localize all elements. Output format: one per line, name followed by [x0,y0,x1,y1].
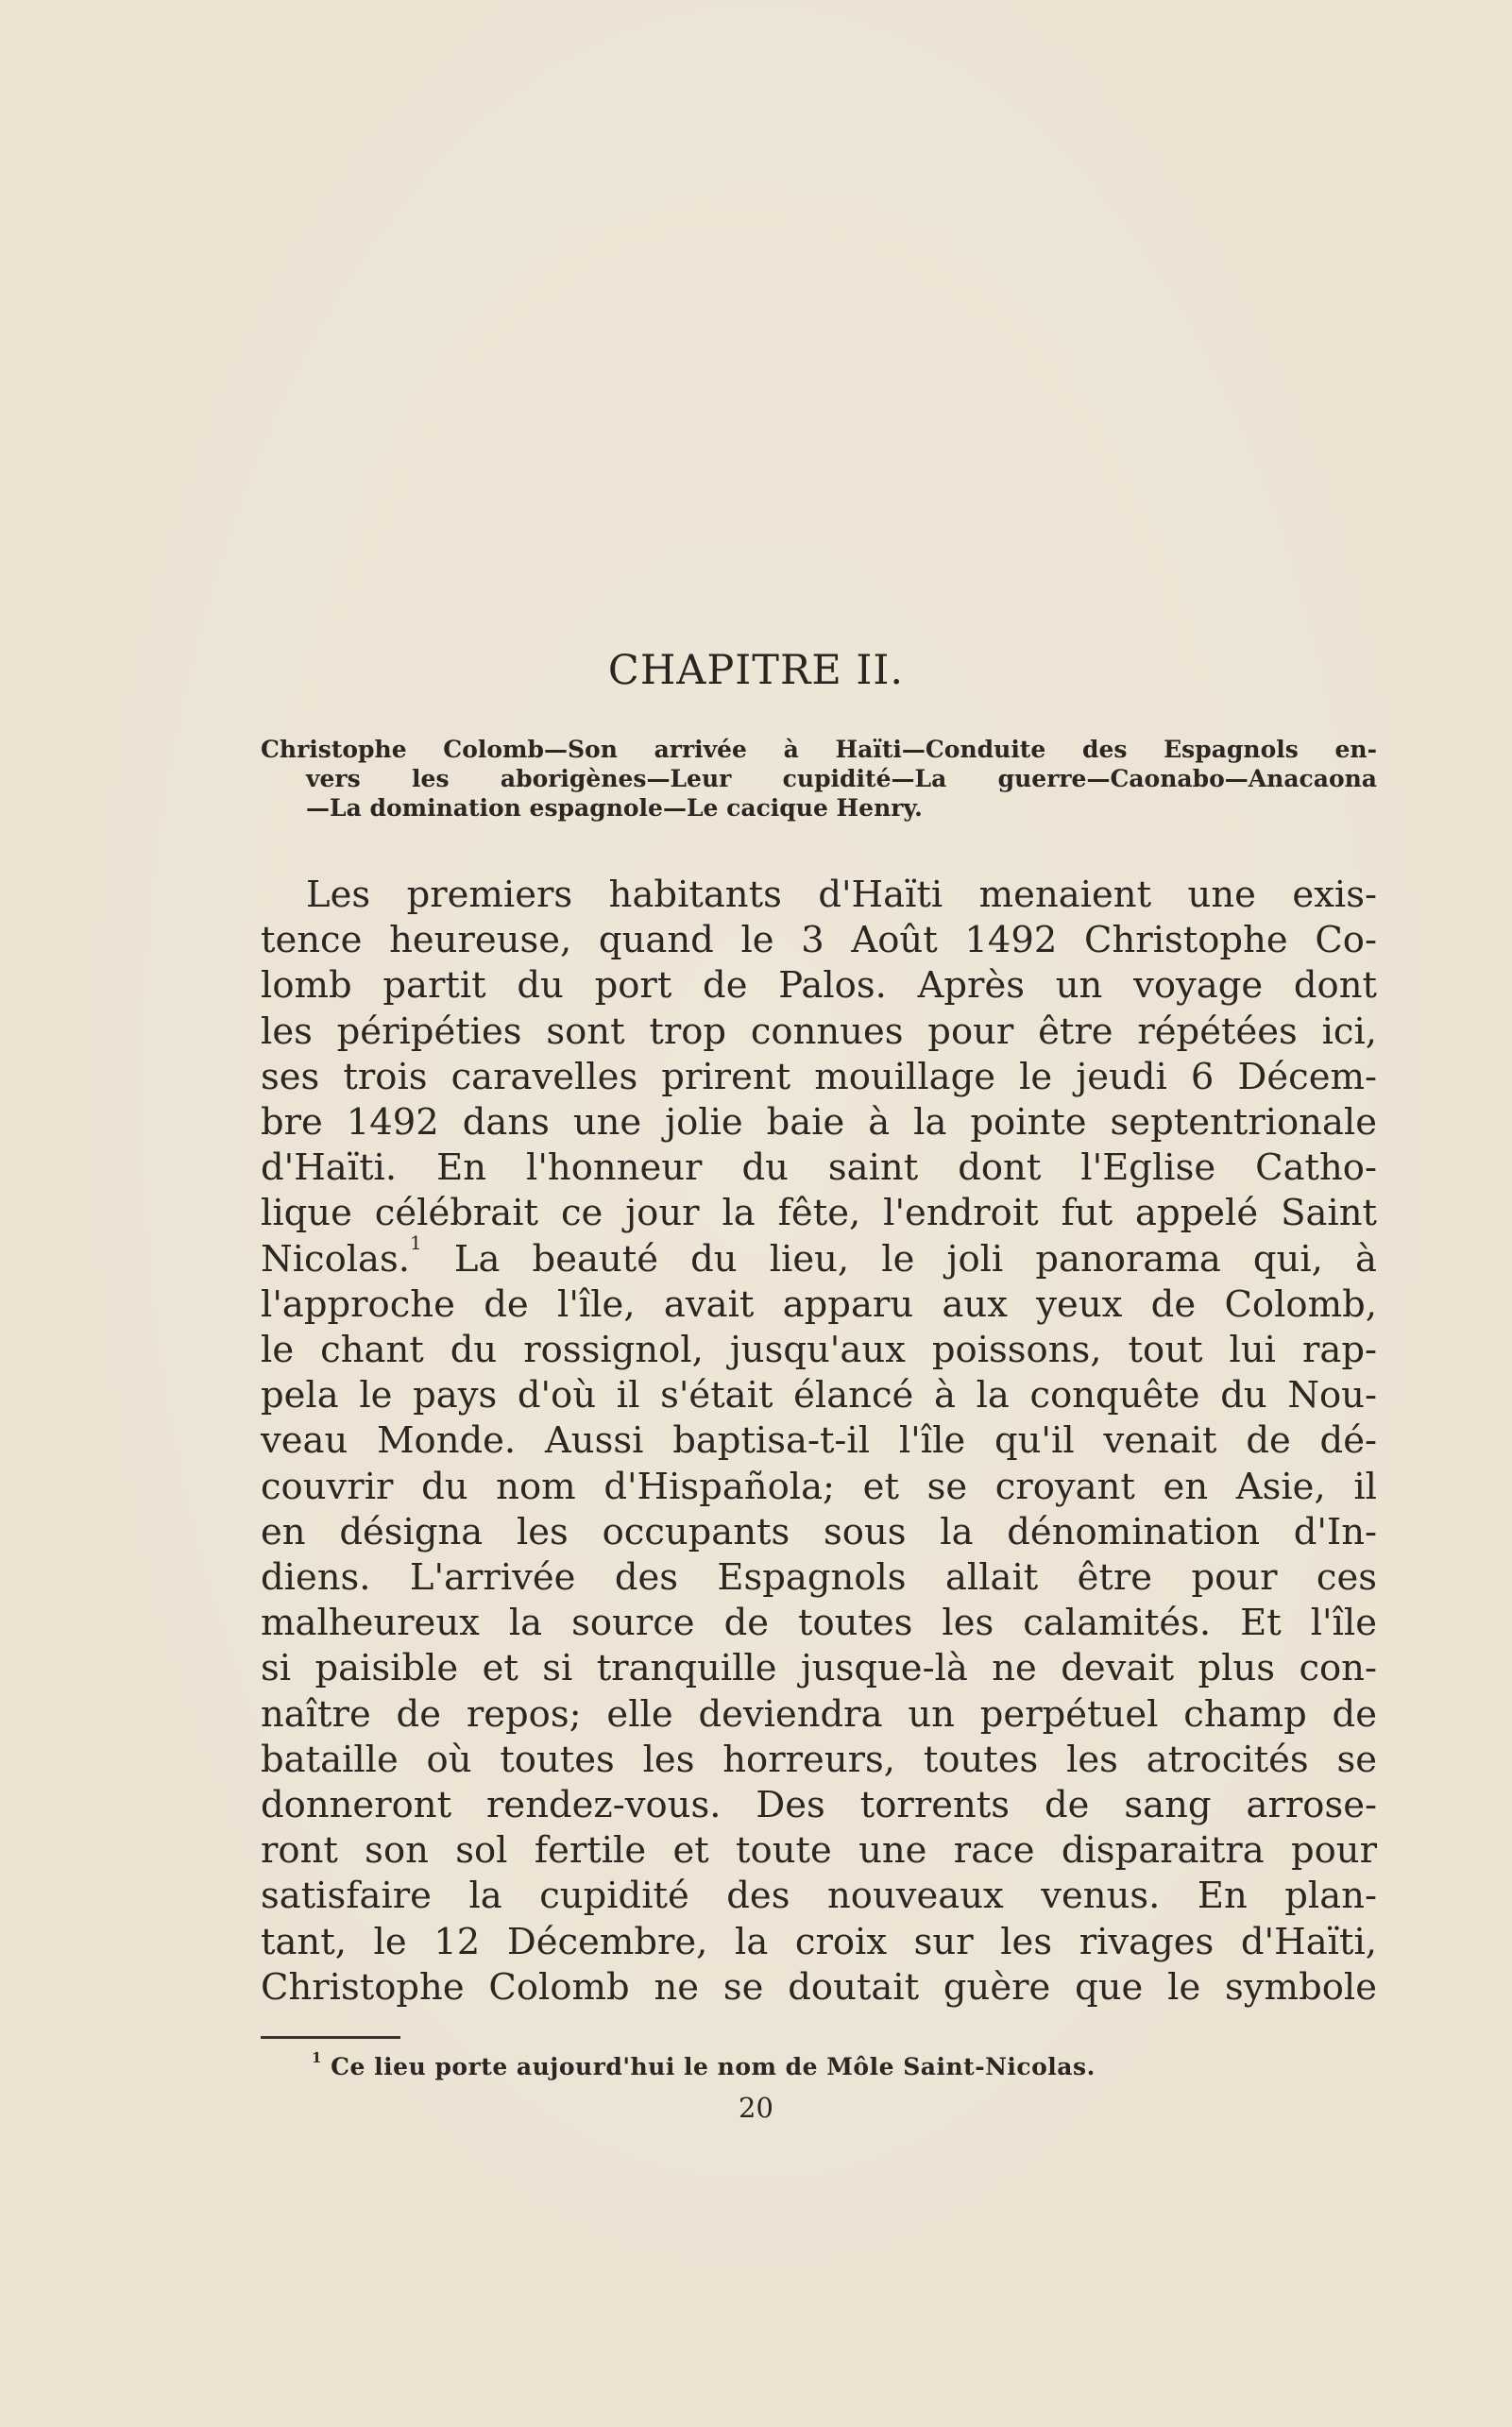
footnote [312,2049,1096,2080]
text-line: d'Haïti. En l'honneur du saint dont l'Eglise Catho- [261,1146,1377,1190]
text-line: bre 1492 dans une jolie baie à la pointe septentrionale [261,1101,1377,1145]
text-line: satisfaire la cupidité des nouveaux venus. En plan- [261,1875,1377,1918]
text-line: ront son sol fertile et toute une race disparaitra pour [261,1829,1377,1873]
text-line: si paisible et si tranquille jusque-là ne devait plus con- [261,1647,1377,1690]
text-line: naître de repos; elle deviendra un perpétuel champ de [261,1692,1377,1736]
text-line: en désigna les occupants sous la dénomination d'In- [261,1510,1377,1553]
text-line: tant, le 12 Décembre, la croix sur les rivages d'Haïti, [261,1920,1377,1963]
footnote-marker: 1 [312,2049,322,2066]
text-line: ses trois caravelles prirent mouillage le jeudi 6 Décem- [261,1055,1377,1098]
text-line: veau Monde. Aussi baptisa-t-il l'île qu'il venait de dé- [261,1419,1377,1463]
text-line: Christophe Colomb ne se doutait guère que le symbole [261,1965,1377,2009]
text-segment: La beauté du lieu, le joli panorama qui, à [453,1237,1377,1281]
text-line-with-footnote [261,1230,1377,1282]
footnote-divider [261,2036,400,2039]
text-line: diens. L'arrivée des Espagnols allait être pour ces [261,1556,1377,1600]
text-line: malheureux la source de toutes les calamités. Et l'île [261,1602,1377,1645]
chapter-summary [261,735,1377,823]
summary-line: Christophe Colomb—Son arrivée à Haïti—Conduite des Espagnols en- [261,736,1377,763]
text-line: tence heureuse, quand le 3 Août 1492 Christophe Co- [261,919,1377,962]
summary-line: vers les aborigènes—Leur cupidité—La guerre—Caonabo—Anacaona [306,765,1377,792]
chapter-title: CHAPITRE II. [607,647,905,694]
summary-line: —La domination espagnole—Le cacique Henry. [306,794,923,822]
text-line: les péripéties sont trop connues pour être répétées ici, [261,1010,1377,1053]
text-line: bataille où toutes les horreurs, toutes les atrocités se [261,1738,1377,1781]
body-paragraph [261,873,1377,2011]
text-line: le chant du rossignol, jusqu'aux poissons, tout lui rap- [261,1329,1377,1372]
text-line: l'approche de l'île, avait apparu aux yeux de Colomb, [261,1282,1377,1326]
text-line: pela le pays d'où il s'était élancé à la conquête du Nou- [261,1374,1377,1417]
text-line: lique célébrait ce jour la fête, l'endroit fut appelé Saint [261,1192,1377,1235]
text-line: lomb partit du port de Palos. Après un voyage dont [261,964,1377,1008]
page-number: 20 [739,2092,773,2124]
text-line: couvrir du nom d'Hispañola; et se croyant en Asie, il [261,1465,1377,1508]
footnote-text: Ce lieu porte aujourd'hui le nom de Môle Saint-Nicolas. [331,2053,1096,2080]
text-line: Les premiers habitants d'Haïti menaient une exis- [306,874,1377,916]
footnote-reference: 1 [410,1230,422,1254]
text-line: donneront rendez-vous. Des torrents de sang arrose- [261,1784,1377,1827]
text-segment: Nicolas. [261,1237,411,1281]
